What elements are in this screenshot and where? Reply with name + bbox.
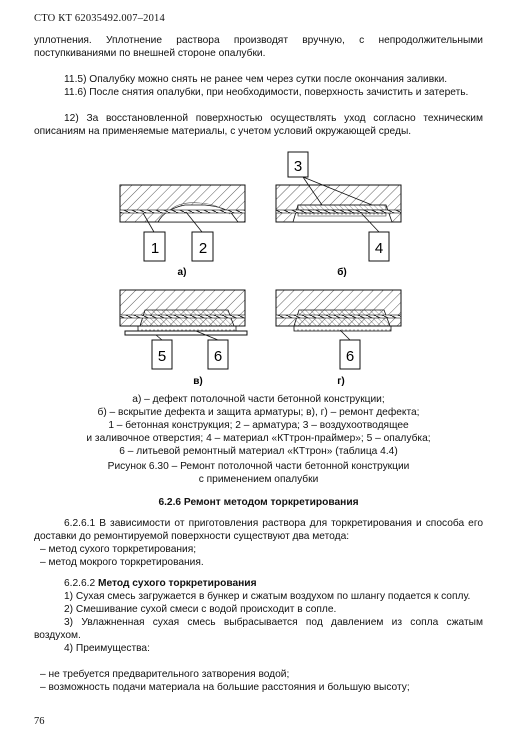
legend-line: 6 – литьевой ремонтный материал «КТтрон» (таблица 4.4) [119, 445, 398, 457]
paragraph-11-6: 11.6) После снятия опалубки, при необходимости, поверхность зачистить и затереть. [64, 87, 469, 98]
steps-block [34, 591, 483, 656]
subsection-title: Метод сухого торкретирования [98, 578, 257, 589]
step-item: 3) Увлажненная сухая смесь выбрасывается под давлением из сопла сжатым воздухом. [34, 616, 483, 641]
panel-a-diagram [120, 185, 245, 261]
callout-6-v: 6 [213, 348, 223, 365]
paragraph-11-5: 11.5) Опалубку можно снять не ранее чем через сутки после окончания заливки. [64, 74, 448, 85]
step-item: 2) Смешивание сухой смеси с водой происходит в сопле. [64, 603, 337, 615]
legend-line: и заливочное отверстия; 4 – материал «КТтрон-праймер»; 5 – опалубка; [86, 432, 431, 444]
paragraph-compaction: уплотнения. Уплотнение раствора производят вручную, с непродолжительными поступкиваниями по внешней стороне опалубки. [34, 35, 483, 59]
callout-3: 3 [293, 158, 303, 175]
panel-label-v: в) [193, 376, 203, 387]
list-item: – не требуется предварительного затворения водой; [40, 669, 290, 680]
legend-line: а) – дефект потолочной части бетонной конструкции; [132, 394, 385, 405]
step-item: 1) Сухая смесь загружается в бункер и сжатым воздухом по шлангу подается к соплу. [64, 591, 471, 602]
document-code-header: СТО КТ 62035492.007–2014 [34, 13, 165, 24]
panel-label-a: а) [177, 267, 187, 278]
section-heading: 6.2.6 Ремонт методом торкретирования [158, 497, 359, 508]
paragraph-6-2-6-1: 6.2.6.1 В зависимости от приготовления раствора для торкретирования и способа его доставки до ремонтируемой поверхности существуют два метода: [34, 518, 483, 542]
callout-2: 2 [198, 240, 208, 257]
callout-1: 1 [150, 240, 160, 257]
paragraph-12: 12) За восстановленной поверхностью осуществлять уход согласно техническим описаниям на применяемые материалы, с учетом условий окружающей среды. [34, 113, 483, 137]
page-number: 76 [34, 716, 45, 727]
panel-label-g: г) [337, 376, 345, 387]
list-item: – возможность подачи материала на большие расстояния и большую высоту; [40, 681, 410, 693]
callout-4: 4 [374, 240, 384, 257]
subsection-heading [64, 578, 484, 591]
caption-line: с применением опалубки [198, 473, 319, 485]
figure-legend [40, 394, 477, 459]
caption-line: Рисунок 6.30 – Ремонт потолочной части бетонной конструкции [107, 461, 410, 472]
legend-line: б) – вскрытие дефекта и защита арматуры; в), г) – ремонт дефекта; [97, 406, 420, 418]
list-item: – метод сухого торкретирования; [40, 544, 197, 555]
callout-6-g: 6 [345, 348, 355, 365]
panel-v-diagram [120, 290, 247, 369]
panel-label-b: б) [337, 267, 347, 278]
panel-g-diagram [276, 290, 401, 369]
advantages-list [40, 669, 485, 695]
methods-list [40, 544, 480, 570]
list-item: – метод мокрого торкретирования. [40, 556, 204, 568]
subsection-number: 6.2.6.2 [64, 578, 98, 589]
legend-line: 1 – бетонная конструкция; 2 – арматура; 3 – воздухоотводящее [108, 419, 409, 431]
step-item: 4) Преимущества: [64, 642, 150, 654]
figure-caption [40, 461, 477, 487]
callout-5: 5 [157, 348, 167, 365]
